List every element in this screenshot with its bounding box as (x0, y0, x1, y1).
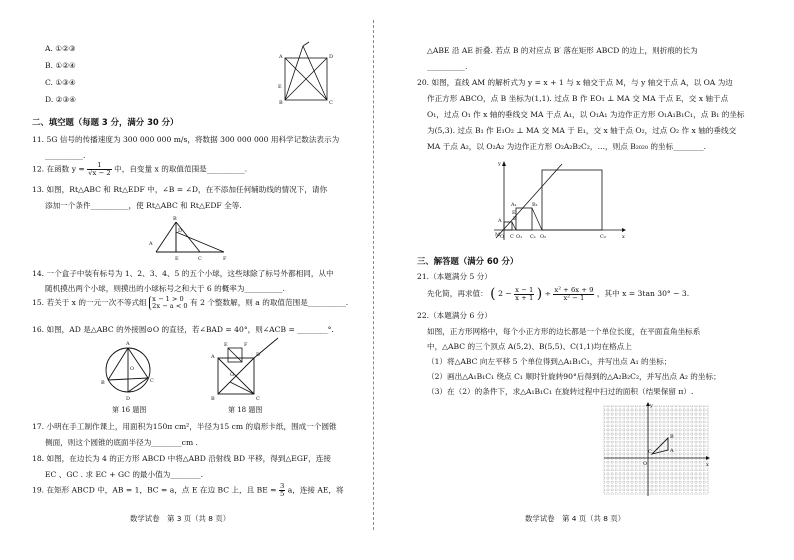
option-c[interactable]: C. ①③④ (45, 78, 76, 87)
label-y: y (498, 161, 501, 167)
label-c1: C₁ (530, 234, 536, 240)
q18-line2[interactable]: EC 、GC . 求 EC + GC 的最小值为________. (45, 470, 204, 479)
q19-line2: △ABE 沿 AE 折叠. 若点 B 的对应点 B′ 落在矩形 ABCD 的边上，则折痕的长为 (427, 46, 698, 55)
q12-num: 1 (87, 162, 112, 170)
label-c: C (150, 378, 154, 384)
label-d: D (126, 396, 131, 402)
label-f: F (223, 256, 227, 262)
option-b[interactable]: B. ①②④ (45, 61, 76, 70)
caption-fig16: 第 16 题图 (112, 406, 147, 414)
q15-ineq1: x − 1 > 0 (152, 295, 184, 303)
label-c: C (256, 396, 260, 402)
paren-open: ( (490, 286, 496, 302)
option-d[interactable]: D. ②③④ (45, 95, 77, 104)
footer-page-3: 数学试卷 第 3 页（共 8 页） (130, 514, 231, 523)
q17-line1: 17. 小明在手工制作课上，用面积为150π cm²，半径为15 cm 的扇形卡纸，围成一个圆锥 (32, 422, 337, 431)
q21-expression (427, 286, 689, 302)
q15[interactable] (32, 296, 348, 310)
label-b1: B₁ (532, 202, 538, 208)
page-divider (373, 20, 374, 530)
q15-system (149, 296, 187, 310)
q21-fraction1 (514, 287, 534, 302)
q12-den: √x − 2 (88, 168, 111, 177)
label-m: M (495, 232, 501, 238)
label-a: A (498, 218, 502, 224)
figure-q16-circle (98, 340, 158, 402)
label-b: B (513, 216, 517, 222)
label-o: O (500, 234, 505, 240)
label-o1: O₁ (516, 234, 523, 240)
label-c: C (198, 256, 202, 262)
label-b: B (101, 380, 105, 386)
q19-post: a，连接 AE，将 (287, 485, 344, 495)
section-fill-blank-title: 二、填空题（每题 3 分，满分 30 分） (32, 117, 179, 127)
q12-pre: 12. 在函数 (32, 164, 70, 174)
q20-line2: 作正方形 ABCO，点 B 坐标为(1,1). 过点 B 作 EO₁ ⊥ MA 交 MA 于点 E，交 x 轴于点 (427, 94, 729, 103)
q20-line4: 为(5,3). 过点 B₁ 作 E₁O₂ ⊥ MA 交 MA 于 E₁，交 x 轴于点 O₂，过点 O₂ 作 x 轴的垂线交 (427, 126, 737, 135)
caption-fig18: 第 18 题图 (228, 406, 263, 414)
q11-line2[interactable]: __________. (45, 151, 86, 160)
q22-line2: 中，△ABC 的三个顶点 A(5,2)、B(5,5)、C(1,1)均在格点上 (427, 342, 632, 351)
label-e: E (175, 256, 179, 262)
label-c2: C₂ (600, 234, 606, 240)
q21-f2-den: x² − 1 (563, 293, 585, 302)
label-b: B (670, 434, 674, 440)
label-x: x (622, 234, 625, 240)
q14-line1: 14. 一个盒子中装有标号为 1、2、3、4、5 的五个小球，这些球除了标号外都相同，从中 (32, 269, 334, 278)
label-g: G (230, 372, 234, 378)
q17-line2[interactable]: 侧面，则这个圆锥的底面半径为________cm . (45, 438, 198, 447)
q21-post: ，其中 x = 3tan 30° − 3. (596, 289, 690, 299)
label-d: D (178, 228, 183, 234)
q15-pre: 15. 若关于 x 的一元一次不等式组 (32, 297, 147, 307)
label-a: A (126, 341, 130, 347)
q20-line3: O₁，过点 O₁ 作 x 轴的垂线交 MA 于点 A₁，以 O₁A₁ 为边作正方形 O₁A₁B₁C₁，点 B₁ 的坐标 (427, 110, 745, 119)
q11-line1: 11. 5G 信号的传播速度为 300 000 000 m/s，将数据 300 000 000 用科学记数法表示为 (32, 135, 340, 144)
label-e: E (224, 342, 228, 348)
q12-y: y = (71, 164, 85, 174)
q21-f2-num: x² + 6x + 9 (554, 285, 594, 294)
figure-q20-squares (492, 160, 627, 242)
label-c: C (648, 449, 652, 455)
label-f: F (244, 342, 248, 348)
label-b: B (211, 396, 215, 402)
q21-pre: 先化简，再求值： (427, 289, 488, 299)
q16[interactable]: 16. 如图，AD 是△ABC 的外接圆⊙O 的直径，若∠BAD = 40°，则∠ACB = ________°. (32, 325, 334, 334)
label-b: B (173, 216, 177, 222)
footer-page-4: 数学试卷 第 4 页（共 8 页） (525, 514, 626, 523)
q13-line1: 13. 如图，Rt△ABC 和 Rt△EDF 中，∠B = ∠D，在不添加任何辅助线的情况下，请你 (32, 185, 328, 194)
label-e: E (512, 210, 516, 216)
q22-part3[interactable]: （3）在（2）的条件下，求△A₁B₁C₁ 在旋转过程中扫过的面积（结果保留 π）. (427, 387, 694, 396)
label-a1: A₁ (511, 202, 517, 208)
q19-fraction (279, 483, 285, 498)
figure-q13-triangles (148, 214, 238, 264)
q22-part2[interactable]: （2）画出△A₁B₁C₁ 绕点 C₁ 顺时针旋转90°后得到的△A₂B₂C₂，并写出点 A₂ 的坐标； (427, 372, 721, 381)
label-a: A (149, 241, 153, 247)
q21-f1-num: x − 1 (515, 285, 534, 294)
q21-title: 21.（本题满分 5 分） (417, 272, 492, 281)
paren-close: ) (536, 286, 543, 302)
figure-q22-grid (602, 402, 712, 498)
q21-f1-den: x + 1 (515, 293, 534, 302)
label-a: A (211, 354, 215, 360)
label-c: C (329, 100, 333, 106)
figure-top-square (275, 40, 335, 112)
q15-post: 有 2 个整数解，则 a 的取值范围是__________. (190, 297, 349, 307)
figure-q18-square (208, 336, 288, 402)
label-o2: O₂ (540, 234, 547, 240)
q22-line1: 如图，正方形网格中，每个小正方形的边长都是一个单位长度，在平面直角坐标系 (427, 327, 701, 336)
label-e: E (278, 84, 282, 90)
q19-den: 5 (279, 489, 285, 498)
q22-part1[interactable]: （1）将△ABC 向左平移 5 个单位得到△A₁B₁C₁，并写出点 A₁ 的坐标； (427, 357, 672, 366)
section-answer-title: 三、解答题（满分 60 分） (417, 256, 519, 266)
label-b: B (279, 100, 283, 106)
q22-title: 22.（本题满分 6 分） (417, 311, 492, 320)
q19-pre: 19. 在矩形 ABCD 中，AB = 1，BC = a，点 E 在边 BC 上，且 BE = (32, 485, 277, 495)
q21-two: 2 − (498, 289, 512, 299)
option-a[interactable]: A. ①②③ (45, 44, 76, 53)
q19-line1 (32, 483, 344, 498)
q14-line2[interactable]: 随机摸出两个小球，则摸出的小球标号之和大于 6 的概率为__________. (45, 284, 285, 293)
q18-line1: 18. 如图，在边长为 4 的正方形 ABCD 中将△ABD 沿射线 BD 平移，得到△EGF，连接 (32, 454, 331, 463)
q20-line5[interactable]: MA 于点 A₂，以 O₂A₂ 为边作正方形 O₂A₂B₂C₂，…，则点 B₂₀₂₀ 的坐标________. (427, 142, 706, 151)
label-c: C (510, 234, 514, 240)
q21-fraction2 (553, 287, 594, 302)
q12-fraction (87, 162, 112, 177)
page-4 (397, 0, 794, 560)
q19-num: 3 (279, 482, 285, 490)
label-a: A (279, 54, 283, 60)
label-a: A (670, 448, 674, 454)
label-y: y (650, 403, 653, 409)
q21-divide: ÷ (544, 289, 551, 299)
label-o: O (130, 366, 135, 372)
label-o: O (643, 461, 648, 467)
q13-line2[interactable]: 添加一个条件__________，使 Rt△ABC 和 Rt△EDF 全等. (45, 201, 242, 210)
label-x: x (706, 462, 709, 468)
q12-post[interactable]: 中，自变量 x 的取值范围是__________. (114, 164, 248, 174)
label-d: D (256, 352, 261, 358)
q19-line3[interactable]: __________. (427, 62, 468, 71)
q15-ineq2: 2x − a < 0 (152, 301, 188, 310)
q20-line1: 20. 如图，直线 AM 的解析式为 y = x + 1 与 x 轴交于点 M，与 y 轴交于点 A，以 OA 为边 (417, 78, 733, 87)
q12 (32, 162, 247, 177)
label-d: D (329, 54, 334, 60)
